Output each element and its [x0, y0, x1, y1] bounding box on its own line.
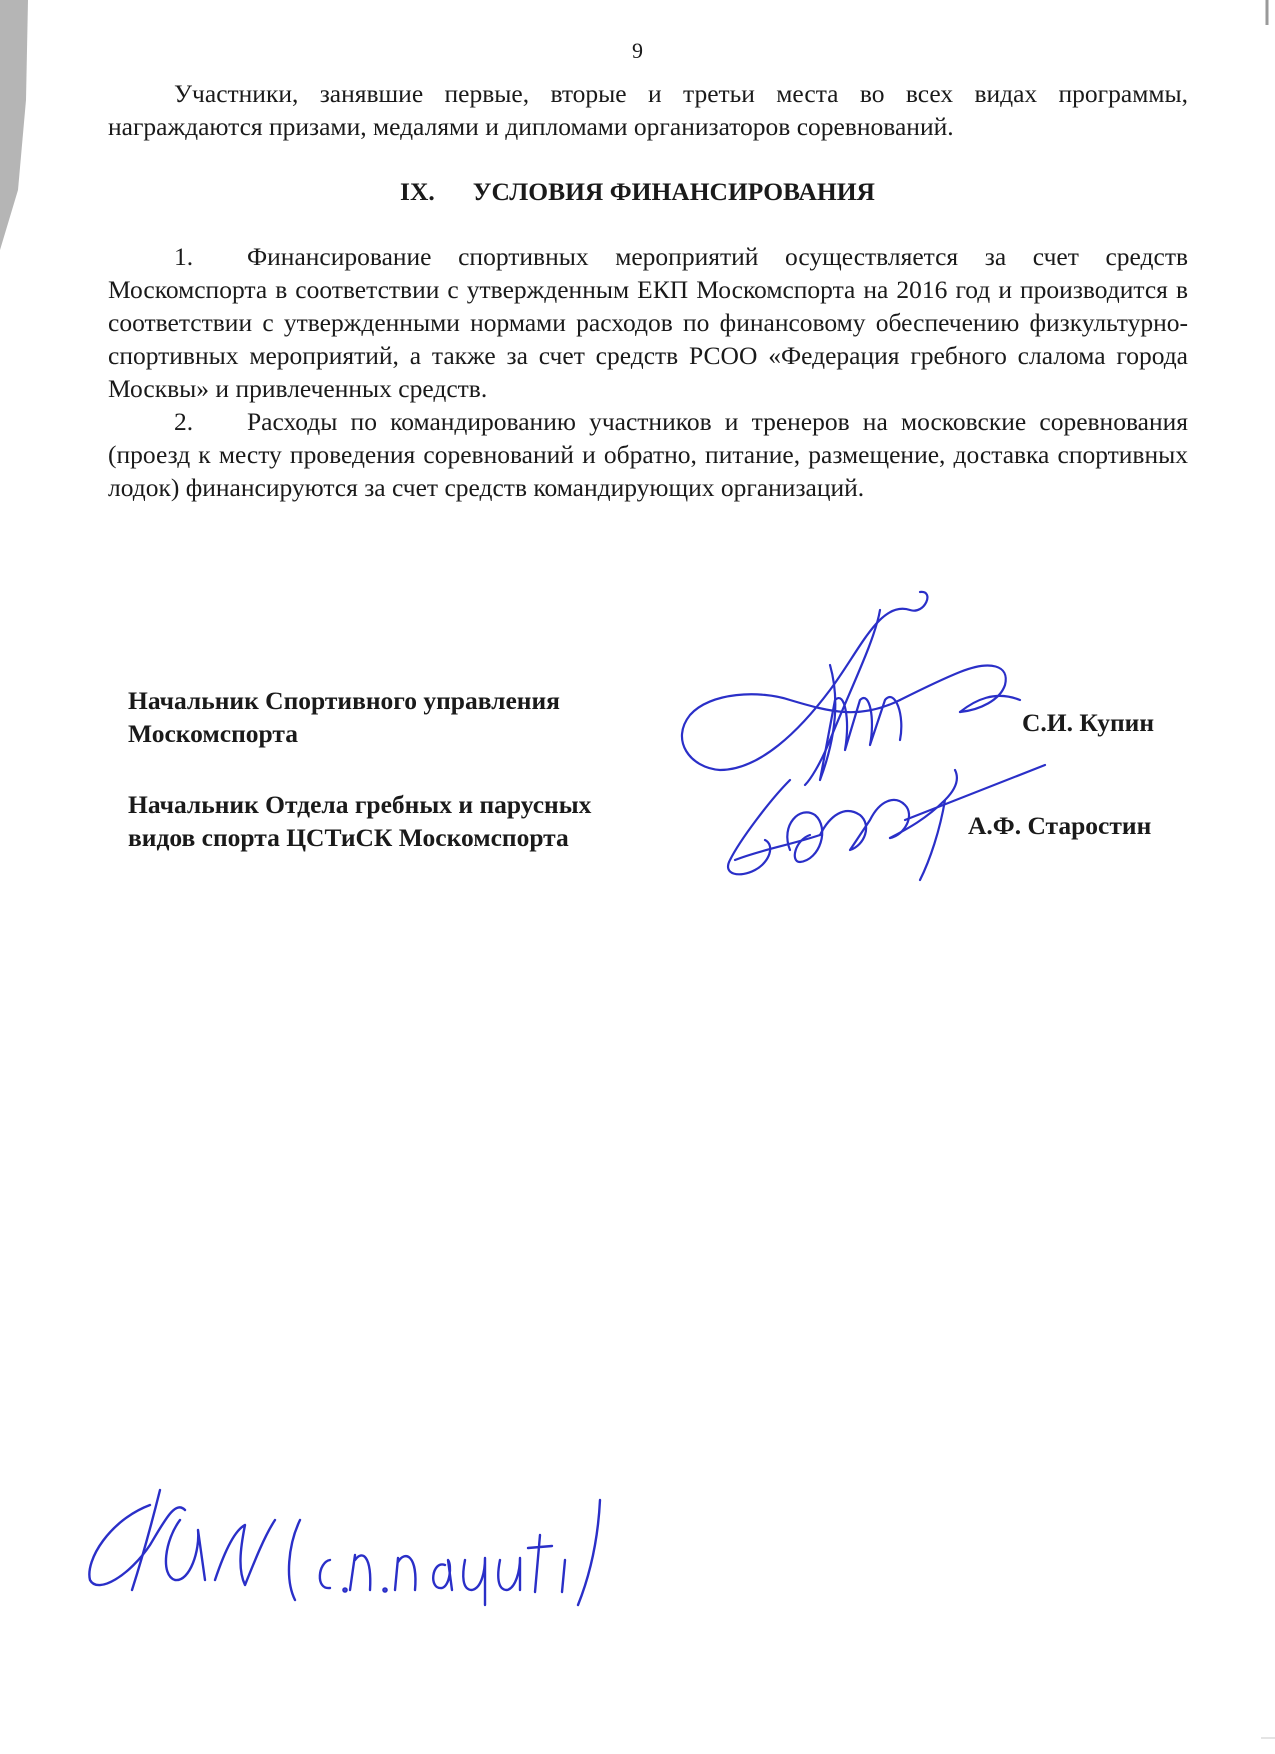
signatory-2-title-line-1: Начальник Отдела гребных и парусных	[128, 790, 592, 819]
item-text: Финансирование спортивных мероприятий осуществляется за счет средств Москомспорта в соответствии с утвержденным ЕКП Москомспорта на 2016 год и производится в соответствии с утвержденными нормами расходов по финансовому обеспечению физкультурно-спортивных мероприятий, а также за счет средств РСОО «Федерация гребного слалома города Москвы» и привлеченных средств.	[108, 242, 1188, 403]
item-text: Расходы по командированию участников и тренеров на московские соревнования (проезд к месту проведения соревнований и обратно, питание, размещение, доставка спортивных лодок) финансируются за счет средств командирующих организаций.	[108, 407, 1188, 502]
scan-edge-marks	[1255, 0, 1275, 1754]
page-number: 9	[632, 38, 643, 63]
awards-text: Участники, занявшие первые, вторые и третьи места во всех видах программы, награждаются призами, медалями и дипломами организаторов соревнований.	[108, 79, 1188, 141]
section-title: УСЛОВИЯ ФИНАНСИРОВАНИЯ	[472, 177, 875, 206]
signatory-2-title-line-2: видов спорта ЦСТиСК Москомспорта	[128, 823, 569, 852]
signatory-1-title-line-2: Москомспорта	[128, 719, 298, 748]
item-number: 2.	[174, 407, 194, 436]
signatory-1-name: С.И. Купин	[1022, 708, 1155, 737]
item-number: 1.	[174, 242, 194, 271]
section-number: IX.	[400, 177, 435, 206]
signatory-1-title-line-1: Начальник Спортивного управления	[128, 686, 560, 715]
signatory-2-name: А.Ф. Старостин	[968, 811, 1152, 840]
